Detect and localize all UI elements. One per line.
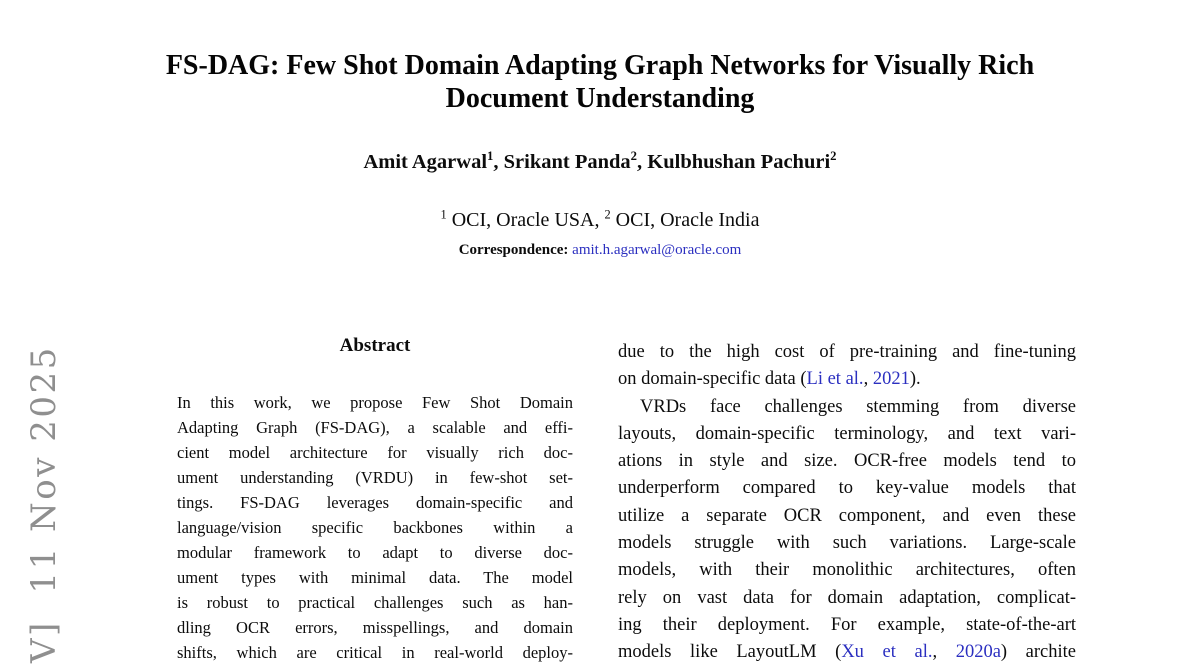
affiliations-line xyxy=(0,209,1200,232)
text-segment: language/vision specific backbones within a xyxy=(177,518,573,537)
hyperlink-text[interactable]: amit.h.agarwal@oracle.com xyxy=(572,242,742,258)
text-segment: Correspondence: xyxy=(458,242,573,258)
text-line xyxy=(177,565,573,590)
text-line xyxy=(177,390,573,415)
text-segment: ) archite xyxy=(1000,642,1077,663)
text-line xyxy=(177,415,573,440)
text-segment: , Kulbhushan Pachuri xyxy=(637,151,831,173)
text-segment: ing their deployment. For example, state-of-the-art xyxy=(618,614,1076,635)
text-segment: is robust to practical challenges such as han- xyxy=(177,593,573,612)
text-line xyxy=(177,490,573,515)
text-segment: , xyxy=(932,642,956,663)
text-segment: utilize a separate OCR component, and even these xyxy=(618,505,1076,526)
text-segment: 2 xyxy=(630,149,638,164)
text-segment: tings. FS-DAG leverages domain-specific and xyxy=(177,493,573,512)
abstract-text-column xyxy=(177,390,573,665)
text-segment: Amit Agarwal xyxy=(363,151,488,173)
authors-line xyxy=(0,151,1200,174)
text-line xyxy=(618,475,1076,502)
text-line xyxy=(618,557,1076,584)
text-segment: underperform compared to key-value models that xyxy=(618,478,1076,499)
text-line xyxy=(618,639,1076,666)
text-line xyxy=(618,339,1076,366)
text-segment: 2 xyxy=(830,149,837,164)
hyperlink-text[interactable]: Xu et al. xyxy=(841,642,933,663)
text-line xyxy=(177,640,573,665)
text-segment: Adapting Graph (FS-DAG), a scalable and effi- xyxy=(177,418,573,437)
text-line xyxy=(618,448,1076,475)
text-segment: 1 xyxy=(440,207,447,222)
text-line xyxy=(618,503,1076,530)
body-text-column xyxy=(618,339,1076,667)
text-segment: , Srikant Panda xyxy=(493,151,631,173)
text-segment: ument types with minimal data. The model xyxy=(177,568,573,587)
text-segment: on domain-specific data ( xyxy=(618,369,807,390)
hyperlink-text[interactable]: Li et al. xyxy=(806,369,864,390)
text-segment: In this work, we propose Few Shot Domain xyxy=(177,393,573,412)
hyperlink-text[interactable]: 2020a xyxy=(955,642,1001,663)
text-segment: models like LayoutLM ( xyxy=(618,642,842,663)
text-segment: ument understanding (VRDU) in few-shot set- xyxy=(177,468,573,487)
text-line xyxy=(618,366,1076,393)
paper-title-line1: FS-DAG: Few Shot Domain Adapting Graph Networks for Visually Rich xyxy=(165,50,1035,81)
text-line xyxy=(618,530,1076,557)
text-segment: due to the high cost of pre-training and fine-tuning xyxy=(618,342,1076,362)
text-line xyxy=(177,590,573,615)
paper-title-line2: Document Understanding xyxy=(445,83,755,114)
text-line xyxy=(177,465,573,490)
text-segment: OCI, Oracle India xyxy=(610,209,760,231)
text-line xyxy=(177,540,573,565)
text-line xyxy=(618,612,1076,639)
text-segment: dling OCR errors, misspellings, and domain xyxy=(177,618,573,637)
text-segment: rely on vast data for domain adaptation, complicat- xyxy=(618,587,1076,608)
text-segment: OCI, Oracle USA, xyxy=(446,209,605,231)
hyperlink-text[interactable]: 2021 xyxy=(872,369,910,390)
text-segment: , xyxy=(863,369,873,390)
text-line xyxy=(177,440,573,465)
text-line xyxy=(177,615,573,640)
text-line xyxy=(618,421,1076,448)
text-segment: cient model architecture for visually rich doc- xyxy=(177,443,573,462)
text-segment: models, with their monolithic architectures, often xyxy=(618,560,1076,581)
text-segment: VRDs face challenges stemming from diverse xyxy=(640,396,1076,417)
text-segment: modular framework to adapt to diverse doc- xyxy=(177,543,573,562)
text-line xyxy=(177,515,573,540)
correspondence-line xyxy=(0,242,1200,259)
text-line xyxy=(618,394,1076,421)
text-segment: 2 xyxy=(604,207,611,222)
text-segment: layouts, domain-specific terminology, and text vari- xyxy=(618,423,1076,444)
arxiv-watermark: V] 11 Nov 2025 xyxy=(24,345,64,663)
text-line xyxy=(618,585,1076,612)
abstract-heading: Abstract xyxy=(339,335,411,356)
paper-title xyxy=(60,49,1140,115)
text-segment: shifts, which are critical in real-world deploy- xyxy=(177,643,573,662)
text-segment: models struggle with such variations. Large-scale xyxy=(618,533,1076,554)
text-segment: 1 xyxy=(487,149,494,164)
text-segment: ). xyxy=(909,369,921,390)
text-segment: ations in style and size. OCR-free models tend to xyxy=(618,451,1076,472)
